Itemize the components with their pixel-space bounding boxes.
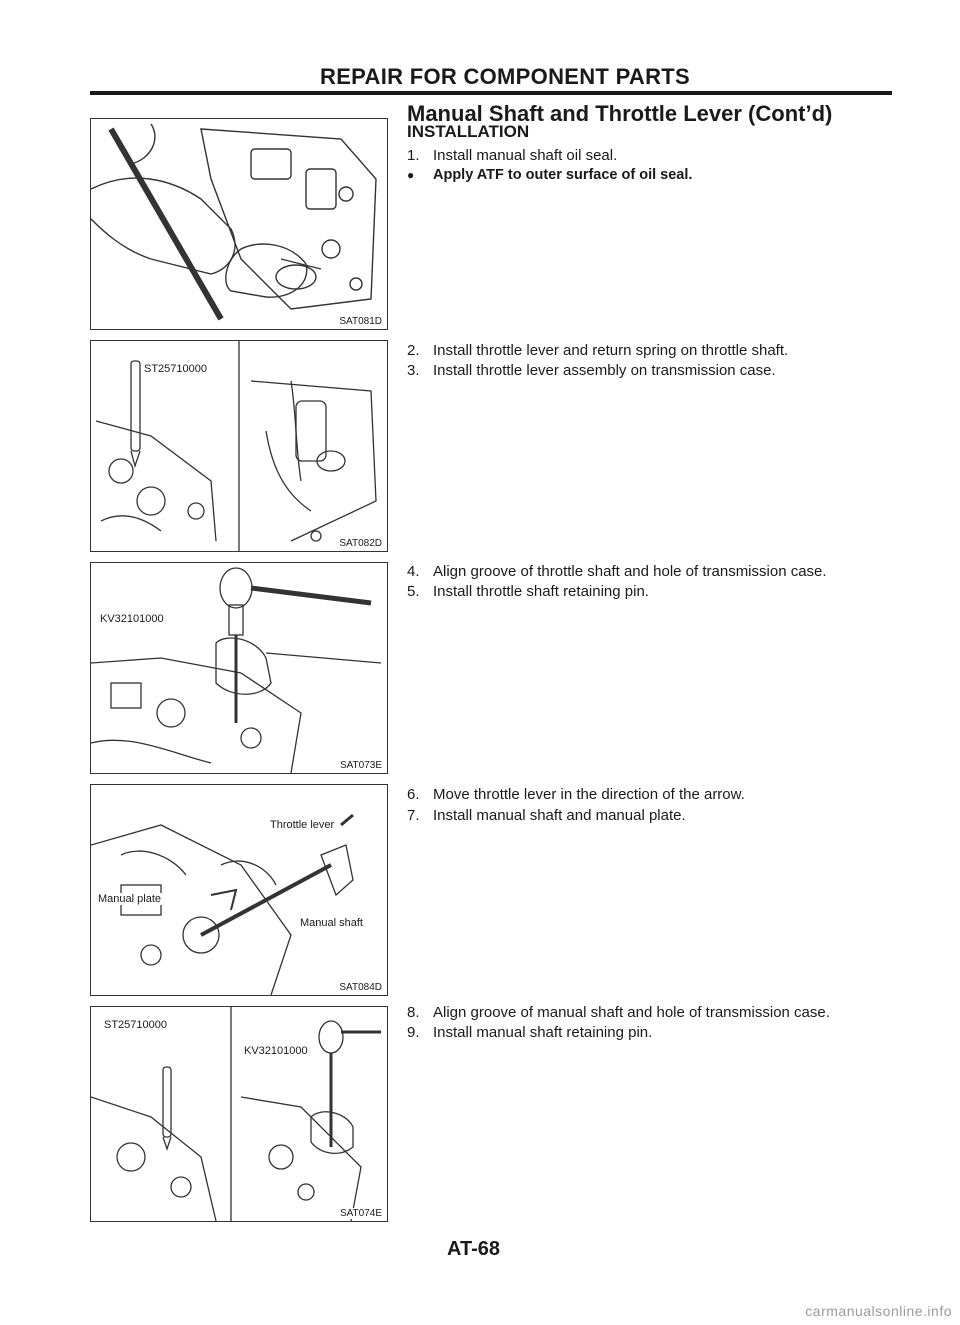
step-text: Install manual shaft and manual plate. — [433, 807, 686, 824]
page-header-title: REPAIR FOR COMPONENT PARTS — [320, 64, 690, 89]
figure-sat082d — [90, 340, 388, 552]
step-text: Align groove of manual shaft and hole of transmission case. — [433, 1004, 830, 1021]
page-number: AT-68 — [447, 1238, 500, 1260]
step-number: 5. — [407, 583, 420, 600]
step-number: 6. — [407, 786, 420, 803]
manual-shaft-illustration — [91, 785, 387, 995]
step-number: 8. — [407, 1004, 420, 1021]
manual-shaft-label: Manual shaft — [300, 917, 363, 929]
step-number: 4. — [407, 563, 420, 580]
figure-sat084d — [90, 784, 388, 996]
step-text: Install throttle shaft retaining pin. — [433, 583, 649, 600]
step-8 — [407, 1003, 830, 1023]
step-text: Align groove of throttle shaft and hole of transmission case. — [433, 563, 827, 580]
section-subtitle: INSTALLATION — [407, 122, 530, 141]
bullet-note — [407, 167, 692, 183]
section-title: Manual Shaft and Throttle Lever (Cont’d) — [407, 101, 833, 126]
figure-code: SAT073E — [339, 760, 382, 771]
step-6 — [407, 785, 745, 805]
figure-code: SAT082D — [339, 538, 382, 549]
step-number: 9. — [407, 1024, 420, 1041]
bullet-text: Apply ATF to outer surface of oil seal. — [433, 167, 693, 183]
step-text: Install manual shaft retaining pin. — [433, 1024, 653, 1041]
step-9 — [407, 1023, 652, 1043]
oil-seal-illustration — [91, 119, 387, 329]
step-7 — [407, 806, 686, 826]
step-text: Move throttle lever in the direction of the arrow. — [433, 786, 745, 803]
step-number: 7. — [407, 807, 420, 824]
figure-code: SAT081D — [339, 316, 382, 327]
tool-label: ST25710000 — [104, 1019, 167, 1031]
figure-code: SAT074E — [339, 1208, 382, 1219]
figure-sat074e — [90, 1006, 388, 1222]
header-rule — [90, 91, 892, 95]
step-4 — [407, 562, 827, 582]
step-number: 3. — [407, 362, 420, 379]
figure-sat081d — [90, 118, 388, 330]
figure-code: SAT084D — [339, 982, 382, 993]
watermark: carmanualsonline.info — [805, 1303, 952, 1319]
step-text: Install throttle lever assembly on transmission case. — [433, 362, 776, 379]
tool-label: KV32101000 — [244, 1045, 308, 1057]
manual-shaft-pin-illustration — [91, 1007, 387, 1221]
figure-sat073e — [90, 562, 388, 774]
bullet-icon: ● — [407, 168, 415, 182]
step-1 — [407, 146, 617, 166]
throttle-lever-label: Throttle lever — [270, 819, 335, 831]
manual-plate-label: Manual plate — [98, 893, 161, 905]
retaining-pin-illustration — [91, 563, 387, 773]
step-number: 2. — [407, 342, 420, 359]
step-text: Install manual shaft oil seal. — [433, 147, 618, 164]
step-3 — [407, 361, 776, 381]
tool-label: ST25710000 — [144, 363, 207, 375]
step-text: Install throttle lever and return spring on throttle shaft. — [433, 342, 789, 359]
step-number: 1. — [407, 147, 420, 164]
step-2 — [407, 341, 788, 361]
throttle-lever-install-illustration — [91, 341, 387, 551]
step-5 — [407, 582, 649, 602]
tool-label: KV32101000 — [100, 613, 164, 625]
